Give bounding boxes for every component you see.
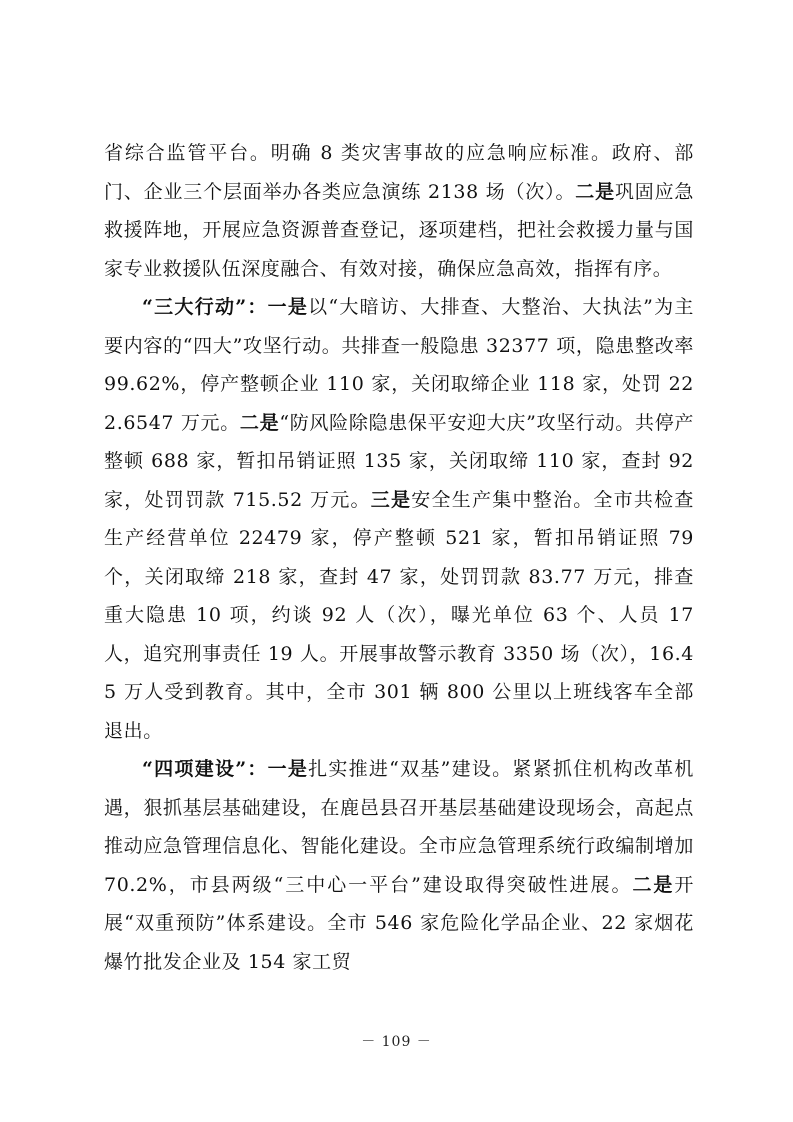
- text-run: 扎实推进“双基”建设。紧紧抓住机构改革机遇，狠抓基层基础建设，在鹿邑县召开基层基础建设现场会，高起点推动应急管理信息化、智能化建设。全市应急管理系统行政编制增加 70.2%，市县两级“三中心一平台”建设取得突破性进展。: [104, 758, 694, 896]
- text-run: 安全生产集中整治。全市共检查生产经营单位 22479 家，停产整顿 521 家，暂扣吊销证照 79 个，关闭取缔 218 家，查封 47 家，处罚罚款 83.77 万元，排查重大隐患 10 项，约谈 92 人（次），曝光单位 63 个、人员 17 人，追究刑事责任 19 人。开展事故警示教育 3350 场（次），16.45 万人受到教育。其中，全市 301 辆 800 公里以上班线客车全部退出。: [104, 488, 694, 742]
- text-run: 以“大暗访、大排查、大整治、大执法”为主要内容的“四大”攻坚行动。共排查一般隐患 32377 项，隐患整改率 99.62%，停产整顿企业 110 家，关闭取缔企业 118 家，处罚 222.6547 万元。: [104, 296, 694, 434]
- bold-run: “三大行动”：一是: [142, 296, 309, 318]
- paragraph-emergency-drills: [104, 134, 694, 288]
- bold-run: 二是: [239, 411, 280, 434]
- paragraph-four-constructions: [104, 750, 694, 981]
- text-run: 开展“双重预防”体系建设。全市 546 家危险化学品企业、22 家烟花爆竹批发企业及 154 家工贸: [104, 873, 695, 973]
- bold-run: 二是: [575, 180, 615, 203]
- paragraph-three-actions: [104, 288, 694, 750]
- body-text: [104, 134, 694, 981]
- page-number: － 109 －: [361, 1034, 432, 1050]
- text-run: 省综合监管平台。明确 8 类灾害事故的应急响应标准。政府、部门、企业三个层面举办各类应急演练 2138 场（次）。: [104, 142, 694, 203]
- bold-run: “四项建设”：一是: [142, 758, 309, 780]
- text-run: “防风险除隐患保平安迎大庆”攻坚行动。共停产整顿 688 家，暂扣吊销证照 135 家，关闭取缔 110 家，查封 92 家，处罚罚款 715.52 万元。: [104, 411, 694, 511]
- bold-run: 三是: [370, 488, 412, 511]
- bold-run: 二是: [632, 873, 675, 896]
- text-run: 巩固应急救援阵地，开展应急资源普查登记，逐项建档，把社会救援力量与国家专业救援队伍深度融合、有效对接，确保应急高效，指挥有序。: [104, 180, 695, 280]
